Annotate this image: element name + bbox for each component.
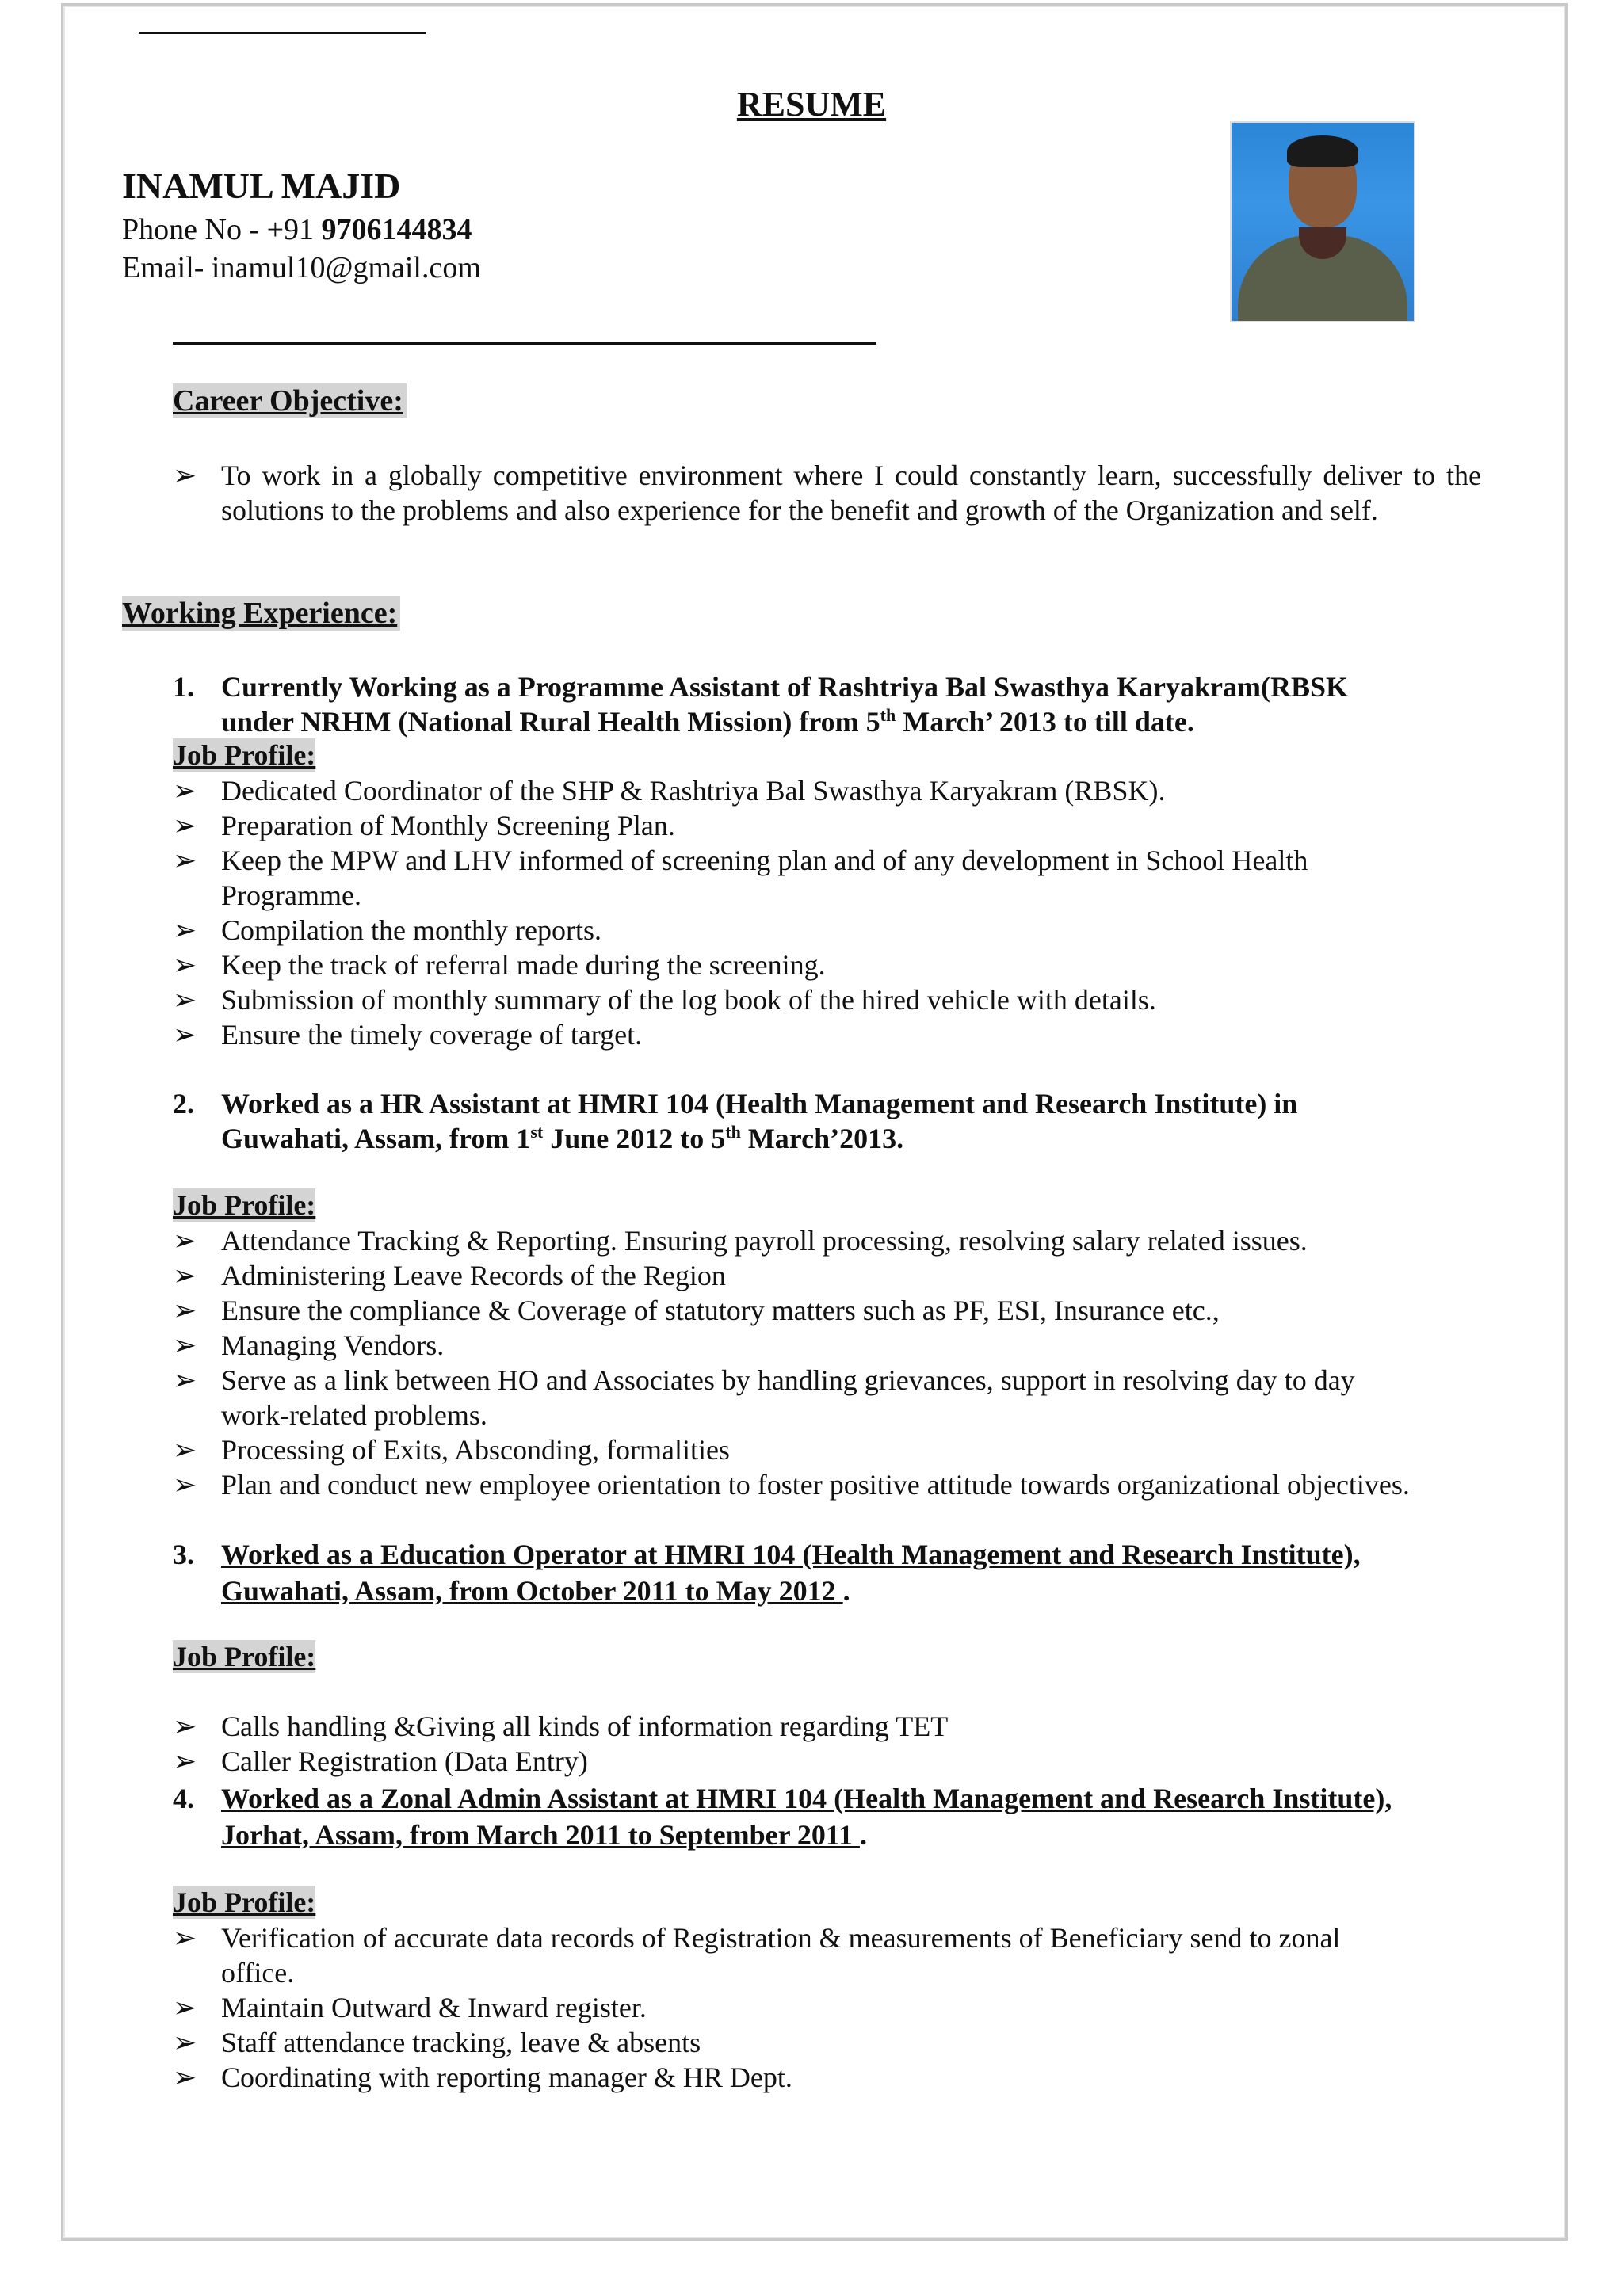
job-4-bullet-continued: office.: [221, 1957, 295, 1989]
arrow-bullet-icon: ➢: [173, 1225, 197, 1257]
photo-hair: [1287, 135, 1358, 167]
arrow-bullet-icon: ➢: [173, 810, 197, 841]
job-1-sup: th: [880, 705, 896, 725]
job-2-line-2b: June 2012 to 5: [543, 1123, 726, 1154]
arrow-bullet-icon: ➢: [173, 460, 197, 491]
job-4-line-2-end: .: [859, 1819, 867, 1851]
job-2-sup-1: st: [530, 1122, 544, 1142]
job-4-line-1: Worked as a Zonal Admin Assistant at HMRI 104 (Health Management and Research Institute),: [221, 1783, 1392, 1814]
job-2-sup-2: th: [725, 1122, 741, 1142]
arrow-bullet-icon: ➢: [173, 1260, 197, 1291]
job-2-bullet: Managing Vendors.: [221, 1329, 445, 1361]
top-rule: [139, 32, 426, 34]
job-3-number: 3.: [173, 1539, 194, 1570]
job-1-bullet-continued: Programme.: [221, 879, 361, 911]
job-3-line-2: Guwahati, Assam, from October 2011 to May 2012: [221, 1575, 843, 1607]
header-divider: [173, 342, 876, 345]
job-4-bullet: Verification of accurate data records of Registration & measurements of Beneficiary send to zonal: [221, 1922, 1341, 1954]
job-1-bullet: Submission of monthly summary of the log book of the hired vehicle with details.: [221, 984, 1156, 1016]
arrow-bullet-icon: ➢: [173, 1922, 197, 1954]
job-1-bullet: Keep the MPW and LHV informed of screening plan and of any development in School Health: [221, 845, 1308, 876]
arrow-bullet-icon: ➢: [173, 2061, 197, 2093]
arrow-bullet-icon: ➢: [173, 775, 197, 807]
job-3-bullet: Calls handling &Giving all kinds of information regarding TET: [221, 1711, 949, 1742]
job-2-bullet: Attendance Tracking & Reporting. Ensuring payroll processing, resolving salary related issues.: [221, 1225, 1308, 1257]
career-objective-heading: Career Objective:: [173, 383, 407, 418]
email-line: Email- inamul10@gmail.com: [122, 251, 481, 284]
job-1-bullet: Dedicated Coordinator of the SHP & Rashtriya Bal Swasthya Karyakram (RBSK).: [221, 775, 1166, 807]
job-3-line-1: Worked as a Education Operator at HMRI 104 (Health Management and Research Institute),: [221, 1539, 1361, 1570]
job-3-profile-heading: Job Profile:: [173, 1641, 316, 1672]
job-4-bullet: Maintain Outward & Inward register.: [221, 1992, 647, 2023]
job-1-number: 1.: [173, 671, 194, 703]
job-2-bullet: Administering Leave Records of the Region: [221, 1260, 726, 1291]
job-4-number: 4.: [173, 1783, 194, 1814]
arrow-bullet-icon: ➢: [173, 984, 197, 1016]
job-1-line-2b: March’ 2013 to till date.: [896, 706, 1194, 738]
job-1-profile-heading: Job Profile:: [173, 739, 316, 771]
arrow-bullet-icon: ➢: [173, 1992, 197, 2023]
profile-photo: [1230, 121, 1415, 322]
job-1-bullet: Keep the track of referral made during the screening.: [221, 949, 826, 981]
arrow-bullet-icon: ➢: [173, 1329, 197, 1361]
arrow-bullet-icon: ➢: [173, 949, 197, 981]
arrow-bullet-icon: ➢: [173, 1295, 197, 1326]
job-2-bullet: Ensure the compliance & Coverage of statutory matters such as PF, ESI, Insurance etc.,: [221, 1295, 1220, 1326]
job-1-bullet: Compilation the monthly reports.: [221, 914, 601, 946]
job-1-bullet: Preparation of Monthly Screening Plan.: [221, 810, 675, 841]
working-experience-heading: Working Experience:: [122, 596, 400, 631]
arrow-bullet-icon: ➢: [173, 1469, 197, 1501]
job-4-bullet: Staff attendance tracking, leave & absents: [221, 2027, 701, 2058]
arrow-bullet-icon: ➢: [173, 1711, 197, 1742]
job-2-bullet: Serve as a link between HO and Associates by handling grievances, support in resolving day to day: [221, 1364, 1355, 1396]
job-3-bullet: Caller Registration (Data Entry): [221, 1745, 588, 1777]
candidate-name: INAMUL MAJID: [122, 166, 401, 206]
job-4-line-2: Jorhat, Assam, from March 2011 to September 2011: [221, 1819, 860, 1851]
job-4-bullet: Coordinating with reporting manager & HR Dept.: [221, 2061, 792, 2093]
job-2-line-1: Worked as a HR Assistant at HMRI 104 (Health Management and Research Institute) in: [221, 1088, 1298, 1119]
arrow-bullet-icon: ➢: [173, 914, 197, 946]
career-objective-text: To work in a globally competitive environment where I could constantly learn, successfully deliver to the solutions to the problems and also experience for the benefit and growth of the Organization and self.: [221, 460, 1481, 526]
job-4-profile-heading: Job Profile:: [173, 1886, 316, 1918]
job-1-bullet: Ensure the timely coverage of target.: [221, 1019, 643, 1051]
arrow-bullet-icon: ➢: [173, 1364, 197, 1396]
job-2-profile-heading: Job Profile:: [173, 1189, 316, 1221]
phone-line: [122, 212, 472, 247]
job-1-line-1: Currently Working as a Programme Assistant of Rashtriya Bal Swasthya Karyakram(RBSK: [221, 671, 1349, 703]
arrow-bullet-icon: ➢: [173, 1745, 197, 1777]
job-2-line-2a: Guwahati, Assam, from 1: [221, 1123, 531, 1154]
phone-number: 9706144834: [321, 213, 472, 246]
job-2-bullet: Processing of Exits, Absconding, formalities: [221, 1434, 730, 1466]
job-2-number: 2.: [173, 1088, 194, 1119]
job-2-bullet-continued: work-related problems.: [221, 1399, 487, 1431]
job-1-line-2a: under NRHM (National Rural Health Mission) from 5: [221, 706, 880, 738]
phone-label: Phone No - +91: [122, 213, 322, 246]
job-3-line-2-end: .: [842, 1575, 850, 1607]
arrow-bullet-icon: ➢: [173, 2027, 197, 2058]
arrow-bullet-icon: ➢: [173, 1019, 197, 1051]
job-2-bullet: Plan and conduct new employee orientation to foster positive attitude towards organizational objectives.: [221, 1469, 1410, 1501]
arrow-bullet-icon: ➢: [173, 845, 197, 876]
job-2-line-2c: March’2013.: [740, 1123, 904, 1154]
resume-title: RESUME: [736, 85, 887, 124]
arrow-bullet-icon: ➢: [173, 1434, 197, 1466]
